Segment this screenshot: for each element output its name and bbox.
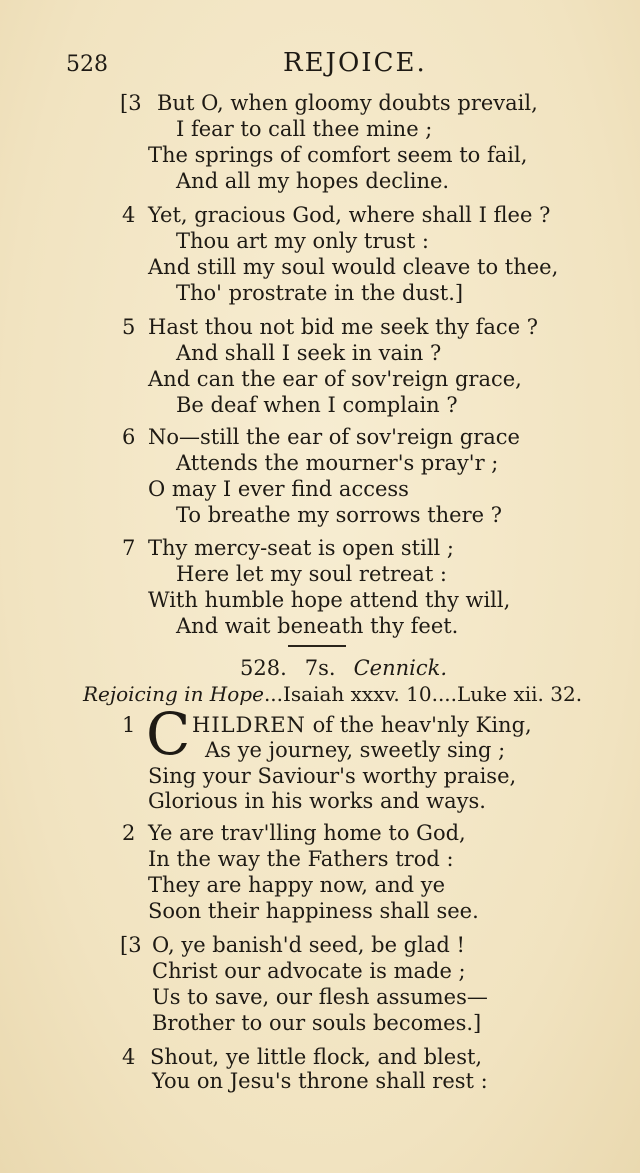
section-divider bbox=[288, 645, 346, 647]
verse-line: O, ye banish'd seed, be glad ! bbox=[152, 933, 465, 957]
stanza-number: 1 bbox=[122, 713, 136, 737]
verse-line: Attends the mourner's pray'r ; bbox=[176, 451, 499, 475]
verse-line: Here let my soul retreat : bbox=[176, 562, 448, 586]
verse-line: And still my soul would cleave to thee, bbox=[148, 255, 559, 279]
verse-line: Thy mercy-seat is open still ; bbox=[148, 536, 455, 560]
verse-line: Brother to our souls becomes.] bbox=[152, 1011, 482, 1035]
hymn-heading bbox=[240, 656, 447, 680]
hymn-author: Cennick. bbox=[353, 656, 448, 680]
verse-line: O may I ever find access bbox=[148, 477, 409, 501]
stanza-number: 4 bbox=[122, 1045, 136, 1069]
verse-line: Tho' prostrate in the dust.] bbox=[176, 281, 464, 305]
stanza-number: 5 bbox=[122, 315, 136, 339]
verse-line: Shout, ye little flock, and blest, bbox=[150, 1045, 483, 1069]
page-header bbox=[66, 48, 586, 82]
stanza-number: 7 bbox=[122, 536, 136, 560]
verse-line: They are happy now, and ye bbox=[148, 873, 446, 897]
stanza-number: 6 bbox=[122, 425, 136, 449]
verse-line: And all my hopes decline. bbox=[176, 169, 450, 193]
first-word: HILDREN bbox=[192, 713, 306, 737]
stanza-number: [3 bbox=[120, 933, 142, 957]
drop-cap: C bbox=[146, 700, 191, 768]
running-title: REJOICE. bbox=[283, 48, 427, 78]
verse-line: Yet, gracious God, where shall I flee ? bbox=[148, 203, 551, 227]
verse-line: Hast thou not bid me seek thy face ? bbox=[148, 315, 539, 339]
verse-line: And wait beneath thy feet. bbox=[176, 614, 459, 638]
stanza-number: [3 bbox=[120, 91, 142, 115]
verse-line: As ye journey, sweetly sing ; bbox=[205, 738, 506, 762]
stanza-number: 4 bbox=[122, 203, 136, 227]
hymn-meter: 7s. bbox=[304, 656, 336, 680]
verse-line: Be deaf when I complain ? bbox=[176, 393, 458, 417]
verse-line: Sing your Saviour's worthy praise, bbox=[148, 764, 517, 788]
verse-line-first bbox=[192, 712, 532, 738]
verse-line: Soon their happiness shall see. bbox=[148, 899, 479, 923]
verse-line: I fear to call thee mine ; bbox=[176, 117, 433, 141]
verse-line: And can the ear of sov'reign grace, bbox=[148, 367, 522, 391]
hymn-number: 528. bbox=[240, 656, 287, 680]
verse-line: With humble hope attend thy will, bbox=[148, 588, 511, 612]
subject-title: Rejoicing in Hope bbox=[83, 682, 264, 706]
verse-line: And shall I seek in vain ? bbox=[176, 341, 442, 365]
verse-line: But O, when gloomy doubts prevail, bbox=[157, 91, 538, 115]
verse-line: To breathe my sorrows there ? bbox=[176, 503, 503, 527]
first-line-rest: of the heav'nly King, bbox=[305, 713, 532, 737]
verse-line: Thou art my only trust : bbox=[176, 229, 429, 253]
verse-line: Ye are trav'lling home to God, bbox=[148, 821, 466, 845]
verse-line: No—still the ear of sov'reign grace bbox=[148, 425, 520, 449]
verse-line: Us to save, our flesh assumes— bbox=[152, 985, 488, 1009]
verse-line: The springs of comfort seem to fail, bbox=[148, 143, 528, 167]
verse-line: In the way the Fathers trod : bbox=[148, 847, 454, 871]
page-number: 528 bbox=[66, 52, 108, 77]
verse-line: Glorious in his works and ways. bbox=[148, 789, 486, 813]
stanza-number: 2 bbox=[122, 821, 136, 845]
scripture-reference: ...Isaiah xxxv. 10....Luke xii. 32. bbox=[263, 682, 583, 706]
verse-line: You on Jesu's throne shall rest : bbox=[152, 1069, 488, 1093]
verse-line: Christ our advocate is made ; bbox=[152, 959, 466, 983]
